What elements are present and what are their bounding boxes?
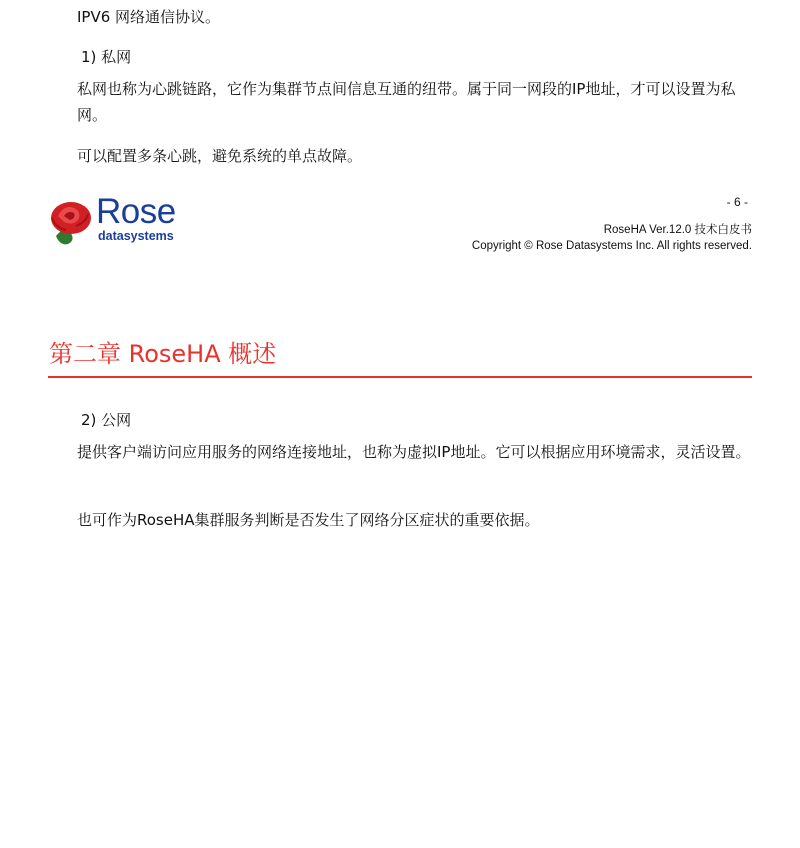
copyright-text: Copyright © Rose Datasystems Inc. All rights reserved. [471, 240, 752, 252]
document-title: RoseHA Ver.12.0 技术白皮书 [603, 224, 752, 236]
item-private-network-note: 可以配置多条心跳，避免系统的单点故障。 [77, 147, 363, 165]
logo-subtitle: datasystems [98, 229, 174, 243]
footer-info [472, 222, 752, 254]
page-number: - 6 - [726, 195, 748, 209]
item-private-network-heading: 1) 私网 [81, 48, 132, 66]
chapter-divider [48, 376, 752, 378]
item-private-network-body: 私网也称为心跳链路，它作为集群节点间信息互通的纽带。属于同一网段的IP地址，才可以设置为私网。 [77, 80, 736, 124]
item-public-network-body: 提供客户端访问应用服务的网络连接地址，也称为虚拟IP地址。它可以根据应用环境需求，灵活设置。 [77, 443, 751, 461]
rose-icon [46, 196, 96, 248]
item-public-network-note: 也可作为RoseHA集群服务判断是否发生了网络分区症状的重要依据。 [77, 511, 540, 529]
rose-datasystems-logo [46, 192, 196, 248]
item-public-network-heading: 2) 公网 [81, 411, 132, 429]
logo-wordmark: Rose [96, 192, 176, 231]
chapter-heading: 第二章 RoseHA 概述 [49, 340, 277, 368]
intro-tail-text: IPV6 网络通信协议。 [77, 8, 221, 26]
